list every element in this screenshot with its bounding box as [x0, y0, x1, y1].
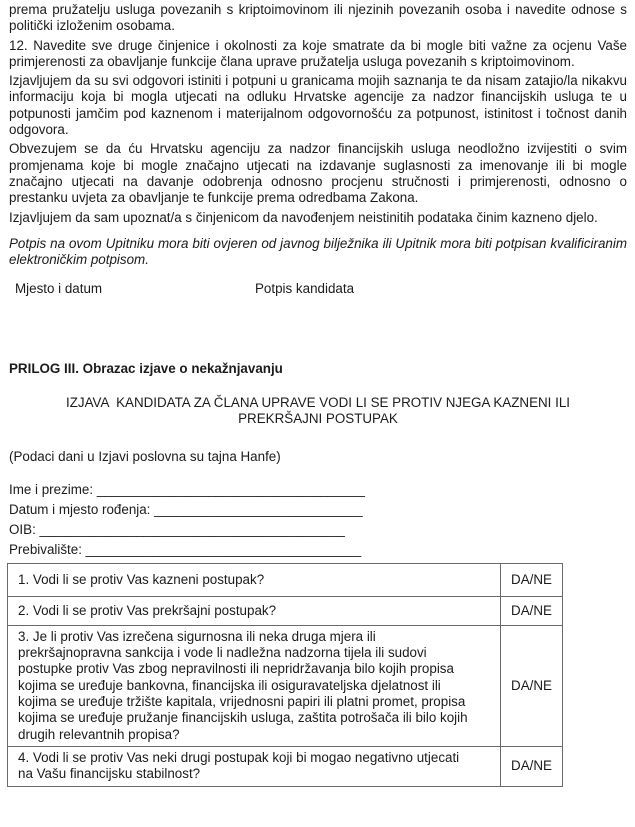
- table-row-4: [8, 746, 563, 786]
- questions-table: [7, 563, 563, 787]
- declaration-truthfulness: Izjavljujem da su svi odgovori istiniti i potpuni u granicama mojih saznanja te da nisam zatajio/la nikakvu informaciju koja bi mogla utjecati na odluku Hrvatske agencije za nadzor financijskih usluga te u potpunosti jamčim pod kaznenom i materijalnom odgovornošću za potpunost, istinitost i točnost danih odgovora.: [9, 73, 627, 138]
- field-name-blank-line: ____________________________________: [96, 481, 365, 497]
- field-oib-label: OIB:: [9, 521, 40, 537]
- personal-data-fields: [9, 482, 627, 558]
- field-oib: [9, 522, 627, 538]
- field-oib-blank-line: _________________________________________: [39, 521, 345, 537]
- answer-cell-2: DA/NE: [501, 596, 563, 625]
- question-cell-4: 4. Vodi li se protiv Vas neki drugi postupak koji bi mogao negativno utjecati na Vašu financijsku stabilnost?: [8, 746, 501, 786]
- answer-cell-3: DA/NE: [501, 625, 563, 746]
- answer-cell-4: DA/NE: [501, 746, 563, 786]
- notary-note: Potpis na ovom Upitniku mora biti ovjeren od javnog bilježnika ili Upitnik mora biti potpisan kvalificiranim elektroničkim potpisom.: [9, 235, 627, 268]
- field-residence-label: Prebivalište:: [9, 541, 86, 557]
- field-residence: [9, 542, 627, 558]
- confidentiality-note: (Podaci dani u Izjavi poslovna su tajna Hanfe): [9, 449, 281, 465]
- table-row-1: [8, 563, 563, 596]
- field-birth: [9, 502, 627, 518]
- question-cell-1: 1. Vodi li se protiv Vas kazneni postupak?: [8, 563, 501, 596]
- question-cell-2: 2. Vodi li se protiv Vas prekršajni postupak?: [8, 596, 501, 625]
- body-paragraph-continuation: prema pružatelju usluga povezanih s kriptoimovinom ili njezinih povezanih osoba i navedite odnose s politički izloženim osobama.: [9, 2, 627, 34]
- field-residence-blank-line: _____________________________________: [85, 541, 362, 557]
- candidate-signature-label: Potpis kandidata: [255, 281, 355, 297]
- field-birth-label: Datum i mjesto rođenja:: [9, 501, 155, 517]
- field-birth-blank-line: ____________________________: [154, 501, 363, 517]
- answer-cell-1: DA/NE: [501, 563, 563, 596]
- field-name: [9, 482, 627, 498]
- signature-row: [9, 281, 627, 298]
- place-date-label: Mjesto i datum: [15, 281, 103, 297]
- field-name-label: Ime i prezime:: [9, 481, 97, 497]
- table-row-3: [8, 625, 563, 746]
- annex-heading: PRILOG III. Obrazac izjave o nekažnjavanju: [9, 361, 283, 377]
- declaration-criminal-offence: Izjavljujem da sam upoznat/a s činjenicom da navođenjem neistinitih podataka činim kazneno djelo.: [9, 209, 598, 225]
- declaration-obligation: Obvezujem se da ću Hrvatsku agenciju za nadzor financijskih usluga neodložno izvijestiti o svim promjenama koje bi mogle značajno utjecati na izdavanje suglasnosti za imenovanje ili bi mogle značajno utjecati na davanje odobrenja odnosno procjenu stručnosti i primjerenosti, odnosno o prestanku uvjeta za obavljanje te funkcije prema odredbama Zakona.: [9, 141, 627, 206]
- statement-title: IZJAVA KANDIDATA ZA ČLANA UPRAVE VODI LI SE PROTIV NJEGA KAZNENI ILI PREKRŠAJNI POSTUPAK: [65, 394, 574, 427]
- table-row-2: [8, 596, 563, 625]
- question-cell-3: 3. Je li protiv Vas izrečena sigurnosna ili neka druga mjera ili prekršajnopravna sankcija i vode li nadležna nadzorna tijela ili sudovi postupke protiv Vas zbog nepravilnosti ili nepridržavanja bilo kojih propisa kojima se uređuje bankovna, financijska ili osiguravateljska djelatnost ili kojima se uređuje tržište kapitala, vrijednosni papiri ili platni promet, propisa kojima se uređuje pružanje financijskih usluga, zaštita potrošača ili bilo kojih drugih relevantnih propisa?: [8, 625, 501, 746]
- body-paragraph-item-12: 12. Navedite sve druge činjenice i okolnosti za koje smatrate da bi mogle biti važne za ocjenu Vaše primjerenosti za obavljanje funkcije člana uprave pružatelja usluga povezanih s kriptoimovinom.: [9, 37, 627, 69]
